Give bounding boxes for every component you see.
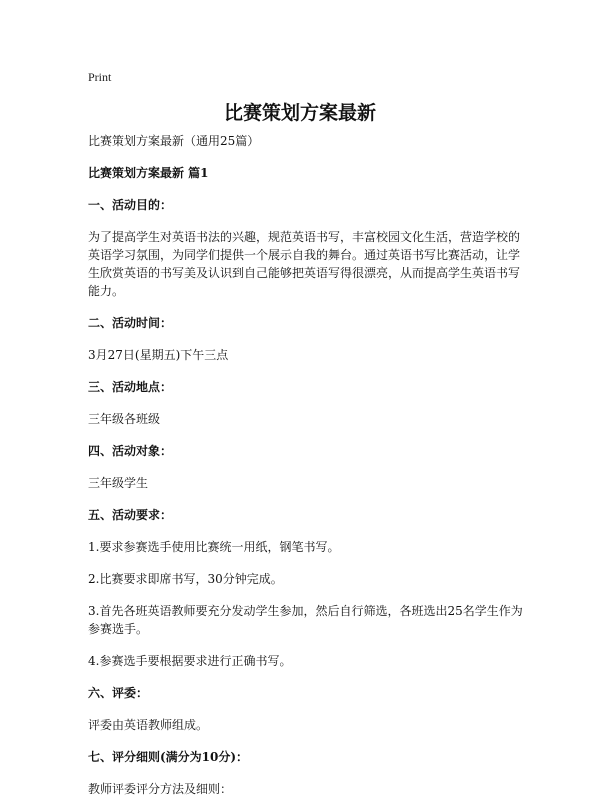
requirements-heading: 五、活动要求： bbox=[88, 508, 173, 522]
document-body bbox=[88, 132, 524, 812]
print-link[interactable]: Print bbox=[88, 70, 112, 84]
requirement-3: 3.首先各班英语教师要充分发动学生参加，然后自行筛选，各班选出25名学生作为参赛选手。 bbox=[88, 604, 523, 636]
requirement-4: 4.参赛选手要根据要求进行正确书写。 bbox=[88, 654, 292, 668]
judges-text: 评委由英语教师组成。 bbox=[88, 718, 209, 732]
target-heading: 四、活动对象： bbox=[88, 444, 173, 458]
requirement-1: 1.要求参赛选手使用比赛统一用纸，钢笔书写。 bbox=[88, 540, 340, 554]
time-text: 3月27日(星期五)下午三点 bbox=[88, 348, 229, 362]
purpose-heading: 一、活动目的： bbox=[88, 198, 173, 212]
judges-heading: 六、评委： bbox=[88, 686, 149, 700]
target-text: 三年级学生 bbox=[88, 476, 149, 490]
scoring-text: 教师评委评分方法及细则： bbox=[88, 782, 233, 796]
requirement-2: 2.比赛要求即席书写，30分钟完成。 bbox=[88, 572, 283, 586]
scoring-heading: 七、评分细则(满分为10分)： bbox=[88, 750, 249, 764]
subtitle: 比赛策划方案最新（通用25篇） bbox=[88, 134, 260, 148]
place-text: 三年级各班级 bbox=[88, 412, 161, 426]
page-title: 比赛策划方案最新 bbox=[223, 102, 376, 124]
purpose-text: 为了提高学生对英语书法的兴趣，规范英语书写，丰富校园文化生活，营造学校的英语学习氛围，为同学们提供一个展示自我的舞台。通过英语书写比赛活动，让学生欣赏英语的书写美及认识到自己能够把英语写得很漂亮，从而提高学生英语书写能力。 bbox=[88, 230, 521, 298]
time-heading: 二、活动时间： bbox=[88, 316, 173, 330]
article-heading: 比赛策划方案最新 篇1 bbox=[88, 166, 209, 180]
place-heading: 三、活动地点： bbox=[88, 380, 173, 394]
